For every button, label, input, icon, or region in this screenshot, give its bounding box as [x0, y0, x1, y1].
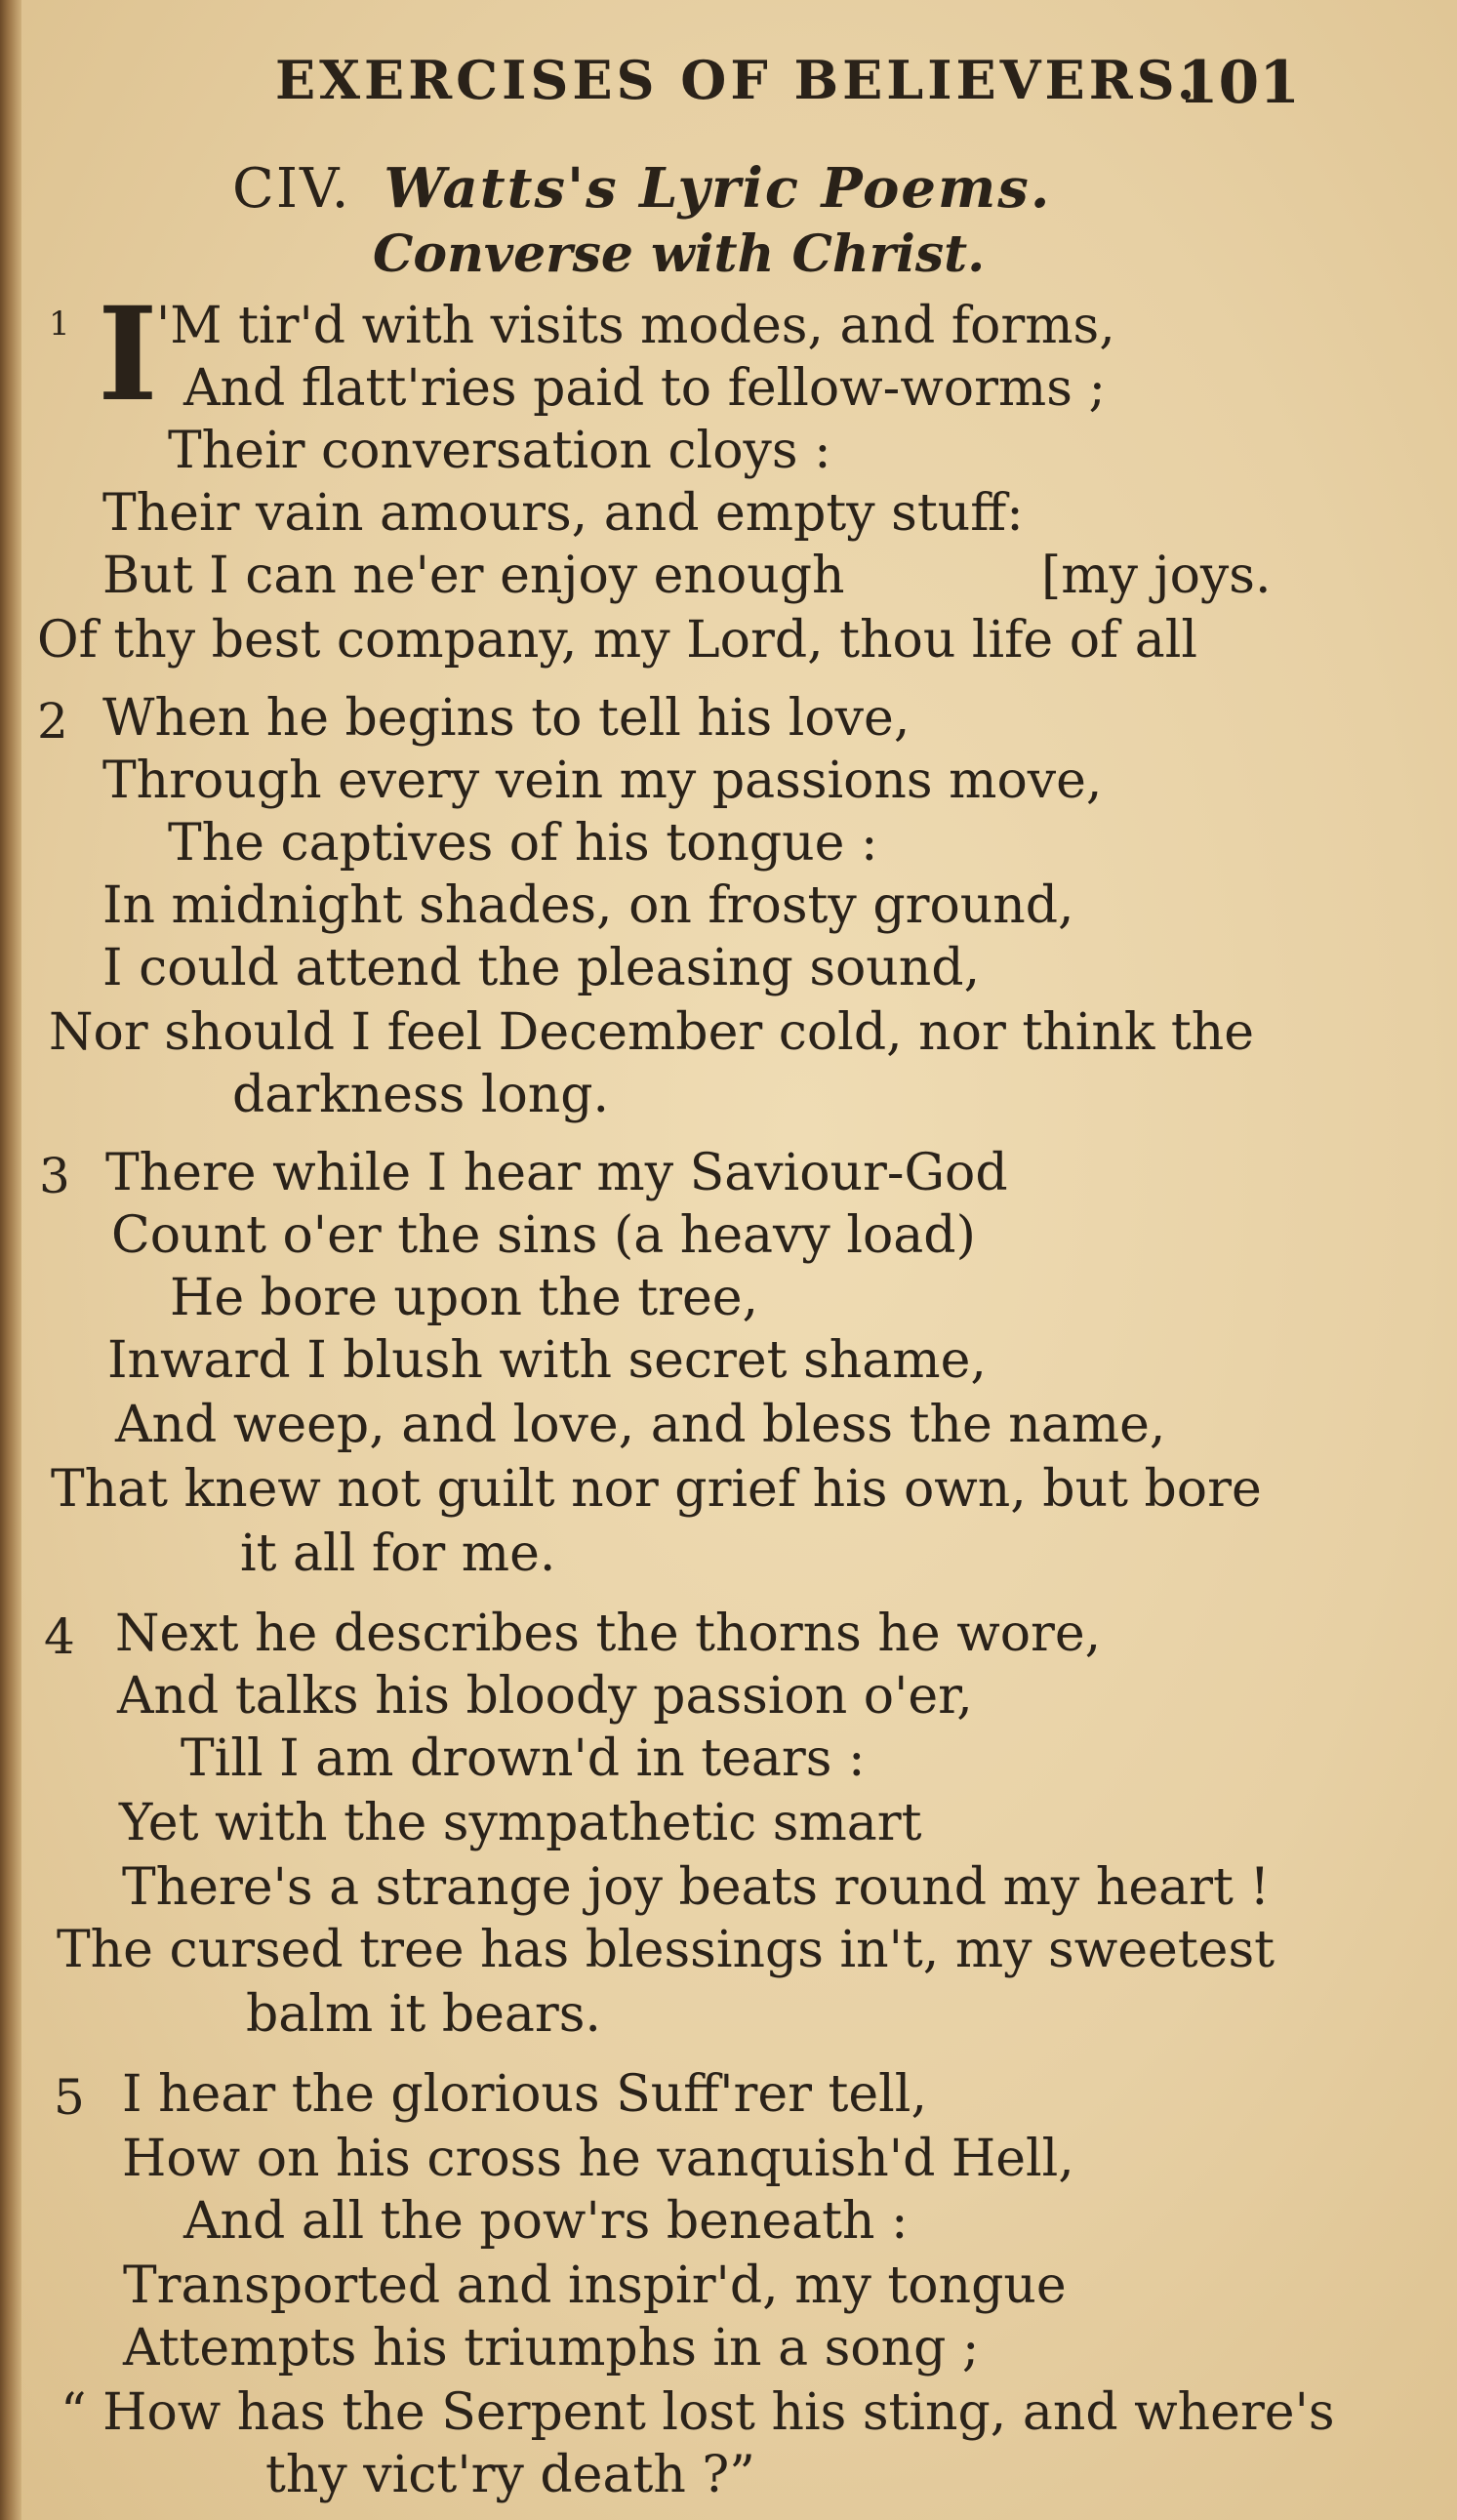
running-header-title: EXERCISES OF BELIEVERS. — [275, 49, 1199, 111]
verse-line: 'M tir'd with visits modes, and forms, — [156, 297, 1115, 355]
verse-line: I could attend the pleasing sound, — [102, 939, 981, 997]
verse-number: 5 — [54, 2069, 85, 2126]
running-header — [275, 49, 1358, 127]
verse-line: And all the pow'rs beneath : — [183, 2192, 909, 2251]
verse-line: Yet with the sympathetic smart — [119, 1794, 922, 1852]
page-binding-edge — [0, 0, 21, 2520]
verse-line: Their conversation cloys : — [168, 422, 831, 480]
verse-line: Till I am drown'd in tears : — [181, 1729, 866, 1788]
verse-line: And talks his bloody passion o'er, — [117, 1667, 973, 1726]
verse-line: When he begins to tell his love, — [102, 689, 911, 748]
verse-line: darkness long. — [232, 1066, 610, 1124]
verse-number: 3 — [39, 1148, 70, 1204]
verse-line: He bore upon the tree, — [170, 1269, 759, 1327]
verse-line: That knew not guilt nor grief his own, but bore — [51, 1460, 1262, 1519]
hymn-source: Watts's Lyric Poems. — [384, 156, 1052, 221]
verse-line: There while I hear my Saviour-God — [105, 1144, 1008, 1202]
verse-line: There's a strange joy beats round my heart ! — [122, 1858, 1271, 1917]
verse-line: I hear the glorious Suff'rer tell, — [122, 2065, 927, 2124]
verse-number: 4 — [44, 1608, 75, 1665]
hymn-heading — [232, 156, 1051, 221]
verse-line: Inward I blush with secret shame, — [107, 1331, 987, 1390]
verse-line: Through every vein my passions move, — [102, 752, 1103, 810]
verse-line: And weep, and love, and bless the name, — [115, 1396, 1166, 1454]
verse-line: [my joys. — [1041, 547, 1272, 605]
verse-line: Nor should I feel December cold, nor think the — [49, 1003, 1255, 1062]
verse-line: How on his cross he vanquish'd Hell, — [122, 2130, 1074, 2188]
hymn-number: CIV. — [232, 157, 351, 221]
drop-cap: I — [98, 279, 158, 430]
verse-line: balm it bears. — [246, 1985, 601, 2044]
verse-number: 2 — [37, 693, 68, 750]
verse-line: Next he describes the thorns he wore, — [115, 1605, 1102, 1663]
verse-number: 1 — [49, 305, 70, 344]
verse-line: And flatt'ries paid to fellow-worms ; — [183, 359, 1106, 418]
verse-line: Count o'er the sins (a heavy load) — [111, 1206, 976, 1265]
verse-line: Of thy best company, my Lord, thou life of all — [37, 611, 1198, 670]
verse-line: The cursed tree has blessings in't, my sweetest — [57, 1921, 1275, 1979]
page-number: 101 — [1177, 49, 1300, 117]
verse-line: Their vain amours, and empty stuff: — [102, 484, 1024, 543]
verse-line: The captives of his tongue : — [168, 814, 878, 873]
verse-line: But I can ne'er enjoy enough — [102, 547, 845, 605]
verse-line: Transported and inspir'd, my tongue — [123, 2256, 1067, 2315]
verse-line: Attempts his triumphs in a song ; — [123, 2319, 980, 2378]
hymn-title: Converse with Christ. — [373, 224, 986, 284]
verse-line: In midnight shades, on frosty ground, — [102, 876, 1074, 935]
verse-line: “ How has the Serpent lost his sting, and where's — [61, 2383, 1335, 2442]
verse-line: thy vict'ry death ?” — [265, 2446, 755, 2504]
verse-line: it all for me. — [240, 1524, 556, 1583]
